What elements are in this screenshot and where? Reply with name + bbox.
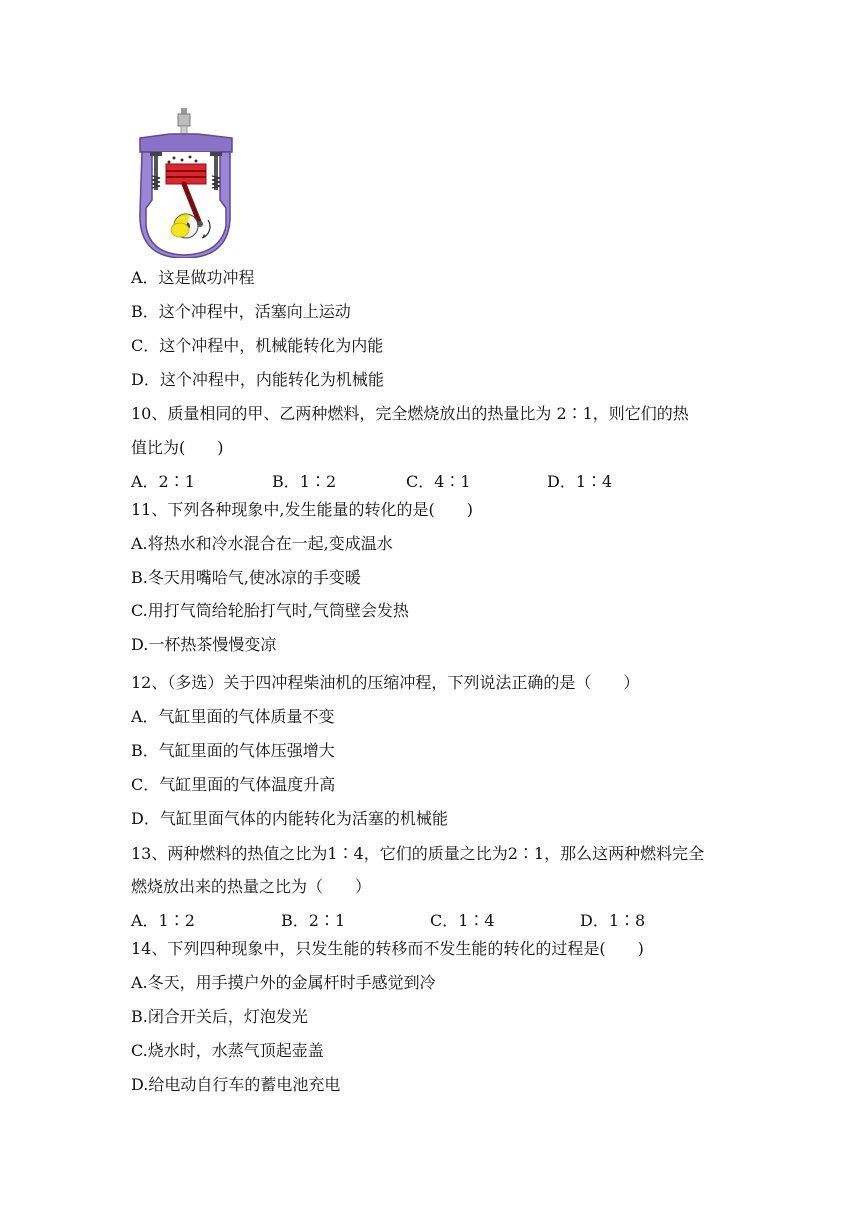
q12-stem: 12、（多选）关于四冲程柴油机的压缩冲程，下列说法正确的是（ ） [131, 673, 640, 692]
q9-option-a: A．这是做功冲程 [131, 268, 255, 287]
q13-option-b: B．2∶1 [281, 911, 346, 930]
q11-stem: 11、下列各种现象中,发生能量的转化的是( ) [131, 500, 473, 519]
q12-option-b: B．气缸里面的气体压强增大 [131, 741, 335, 760]
q13-option-d: D．1∶8 [580, 911, 646, 930]
q9-option-c: C．这个冲程中，机械能转化为内能 [131, 336, 384, 355]
q14-option-b: B.闭合开关后，灯泡发光 [131, 1007, 308, 1026]
q14-option-a: A.冬天，用手摸户外的金属杆时手感觉到冷 [131, 973, 436, 992]
q12-option-c: C．气缸里面的气体温度升高 [131, 775, 336, 794]
q11-option-d: D.一杯热茶慢慢变凉 [131, 635, 277, 654]
q9-option-b: B．这个冲程中，活塞向上运动 [131, 302, 351, 321]
q10-stem-line1: 10、质量相同的甲、乙两种燃料，完全燃烧放出的热量比为 2∶1，则它们的热 [131, 404, 689, 423]
q13-stem-line2: 燃烧放出来的热量之比为（ ） [131, 877, 372, 896]
q10-option-d: D．1∶4 [547, 472, 613, 491]
q14-stem: 14、下列四种现象中，只发生能的转移而不发生能的转化的过程是( ) [131, 939, 644, 958]
q9-option-d: D．这个冲程中，内能转化为机械能 [131, 370, 384, 389]
q13-option-a: A．1∶2 [131, 911, 195, 930]
q10-option-b: B．1∶2 [272, 472, 337, 491]
q10-stem-line2: 值比为( ) [131, 438, 224, 457]
q10-option-a: A．2∶1 [131, 472, 195, 491]
q13-stem-line1: 13、两种燃料的热值之比为1∶4，它们的质量之比为2∶1，那么这两种燃料完全 [131, 844, 705, 863]
q11-option-a: A.将热水和冷水混合在一起,变成温水 [131, 534, 393, 553]
q12-option-d: D．气缸里面气体的内能转化为活塞的机械能 [131, 809, 448, 828]
q11-option-c: C.用打气筒给轮胎打气时,气筒壁会发热 [131, 601, 409, 620]
engine-cylinder-diagram-icon [134, 108, 238, 258]
q11-option-b: B.冬天用嘴哈气,使冰凉的手变暖 [131, 568, 361, 587]
q14-option-c: C.烧水时，水蒸气顶起壶盖 [131, 1041, 324, 1060]
q14-option-d: D.给电动自行车的蓄电池充电 [131, 1075, 341, 1094]
q12-option-a: A．气缸里面的气体质量不变 [131, 707, 335, 726]
q13-option-c: C．1∶4 [430, 911, 495, 930]
q10-option-c: C．4∶1 [406, 472, 471, 491]
